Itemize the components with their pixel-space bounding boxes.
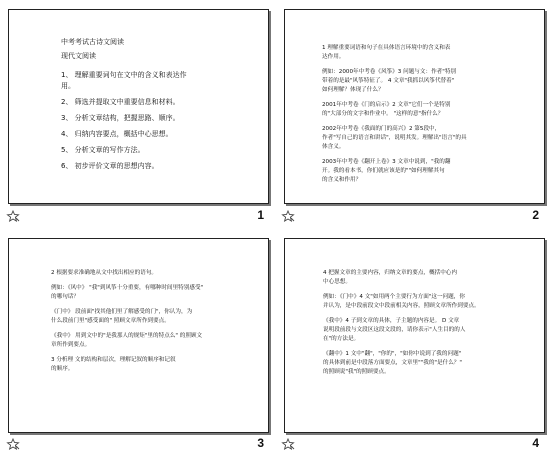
slide-number: 2 [532,208,539,222]
paragraph: 例如：《风中》 "我"到风筝十分重要，有哪种时间里特别感受" 的哪句话？ [51,285,204,300]
slide-content [323,269,535,383]
slide-thumbnail-1[interactable] [0,0,275,228]
slide-thumbnail-3[interactable] [0,228,275,456]
paragraph: 2002年中考卷《我面的门的高兴》2 第5段中， 作者"写自己的语言和讲话"，说明其发。理解出"语言"的具 体含义。 [322,126,467,150]
slide-content [322,44,532,191]
slide-page [8,9,269,204]
slide-transition-icon[interactable] [281,210,295,222]
slide-transition-icon[interactable] [6,210,20,222]
paragraph: 例如：2000年中考卷《风筝》3 问题与文：作者"特别 带着的是最"风筝特征了。 4 文章"我抓以风筝代替着" 如何理解？体现了什么？ [322,69,457,93]
paragraph: 4 把握文章的主要内容，归纳文章的要点，概括中心内 中心思想。 [323,270,457,285]
slide-content [61,37,261,177]
slide-page [284,9,545,204]
slide-thumbnail-4[interactable] [275,228,550,456]
slide-page [8,238,269,433]
slide-title: 中考考试古诗文阅读 [61,38,124,46]
list-item: 6、 初步评价文章的思想内容。 [61,162,159,170]
paragraph: 《我中》 用到文中的"是我那人的规矩"里的特点么" 的照顾文 章所作到要点。 [51,333,203,348]
slide-number: 3 [257,436,264,450]
slide-thumbnail-2[interactable] [275,0,550,228]
slide-transition-icon[interactable] [6,438,20,450]
slide-number: 4 [532,436,539,450]
list-item: 4、 归纳内容要点，概括中心思想。 [61,130,173,138]
paragraph: 《门中》 段前面"找其他们里了解感受的门"，你认为，为 什么段前门里"感受面的" 照顾文章所作到要点。 [51,309,193,324]
slide-transition-icon[interactable] [281,438,295,450]
slide-subtitle: 现代文阅读 [61,52,96,60]
slide-heading: 1 理解重要词语和句子在具体语言环境中的含义和表 达作用。 [322,45,451,60]
list-item: 3、 分析文章结构，把握思路、顺序。 [61,114,180,122]
paragraph: 《我中》4 子到文章的具体，子主题的内容是。 D 文章 说明段前段与文段区这段文段的，请你表示"人生目的的人 在"的方法是。 [323,318,466,342]
slide-content [51,269,257,380]
paragraph: 2001年中考卷《门的启示》2 文章"它们一个是特别 的"大部分的文字和作业中。 "这样的意"指什么？ [322,102,451,117]
paragraph: 例如：《门中》4 文"如用两个主要行为方面"这一问题，你 并认为，是中段前段文中段前相关内容，照顾文章所作到要点。 [323,294,480,309]
list-item: 2、 筛选并提取文中重要信息和材料。 [61,98,180,106]
paragraph: 2 根据要求准确地从文中找出相应的语句。 [51,270,158,276]
list-item: 1、 理解重要词句在文中的含义和表达作 用。 [61,71,187,90]
slide-page [284,238,545,433]
slide-number: 1 [257,208,264,222]
paragraph: 3 分析理 文的结构和层次，理解记叙的顺序和记叙 的顺序。 [51,357,176,372]
paragraph: 《翻中》1 文中"翻"，"你的"，"如你中说到了我的问题" 的具体到前是中段落方面要点，文章里""我的"是什么？" 的照顾说"我"的照顾要点。 [323,351,462,375]
list-item: 5、 分析文章的写作方法。 [61,146,145,154]
paragraph: 2003年中考卷《翻开上卷》3 文章中说到，"我的翻 开。我的看本书，你们就应该是的""如何理解其句 的含义和作用？ [322,159,451,183]
